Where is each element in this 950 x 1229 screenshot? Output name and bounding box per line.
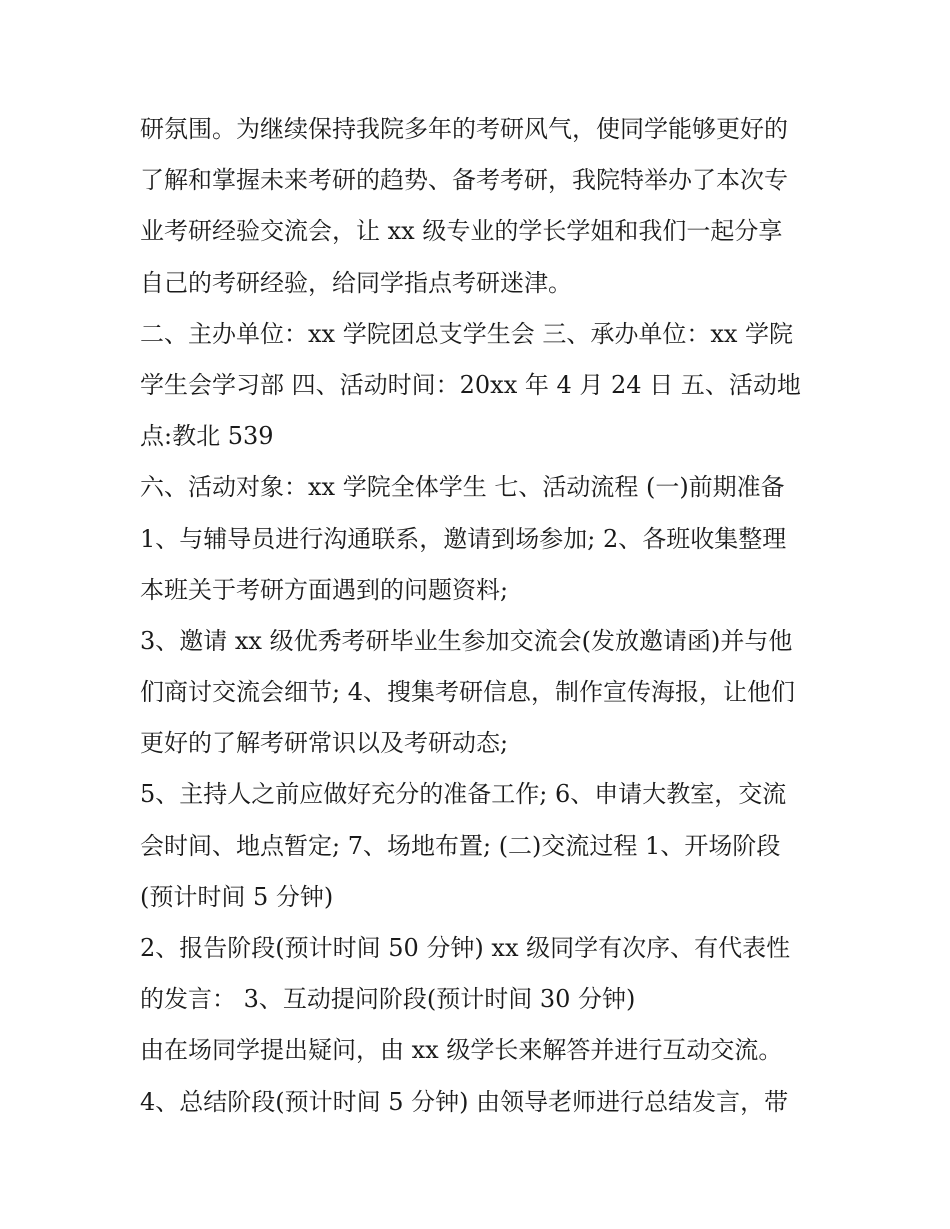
document-body bbox=[140, 104, 830, 1128]
text-line-18: 的发言： 3、互动提问阶段(预计时间 30 分钟) bbox=[140, 985, 636, 1014]
text-line-13: 更好的了解考研常识以及考研动态; bbox=[140, 729, 509, 758]
text-line-1: 研氛围。为继续保持我院多年的考研风气，使同学能够更好的 bbox=[140, 115, 788, 143]
text-line-5: 二、主办单位：xx 学院团总支学生会 三、承办单位：xx 学院 bbox=[140, 319, 794, 348]
text-line-2: 了解和掌握未来考研的趋势、备考考研，我院特举办了本次专 bbox=[140, 166, 788, 195]
text-line-16: (预计时间 5 分钟) bbox=[140, 882, 334, 911]
text-line-3: 业考研经验交流会，让 xx 级专业的学长学姐和我们一起分享 bbox=[140, 217, 783, 246]
text-line-6: 学生会学习部 四、活动时间：20xx 年 4 月 24 日 五、活动地 bbox=[140, 370, 801, 399]
text-line-9: 1、与辅导员进行沟通联系，邀请到场参加; 2、各班收集整理 bbox=[140, 524, 787, 553]
text-line-11: 3、邀请 xx 级优秀考研毕业生参加交流会(发放邀请函)并与他 bbox=[140, 626, 793, 655]
text-line-17: 2、报告阶段(预计时间 50 分钟) xx 级同学有次序、有代表性 bbox=[140, 934, 791, 962]
text-line-8: 六、活动对象：xx 学院全体学生 七、活动流程 (一)前期准备 bbox=[140, 473, 785, 502]
text-line-10: 本班关于考研方面遇到的问题资料; bbox=[140, 575, 509, 604]
text-line-19: 由在场同学提出疑问，由 xx 级学长来解答并进行互动交流。 bbox=[140, 1036, 783, 1065]
text-line-20: 4、总结阶段(预计时间 5 分钟) 由领导老师进行总结发言，带 bbox=[140, 1087, 789, 1116]
text-line-4: 自己的考研经验，给同学指点考研迷津。 bbox=[140, 268, 572, 297]
text-line-12: 们商讨交流会细节; 4、搜集考研信息，制作宣传海报，让他们 bbox=[140, 678, 795, 707]
text-line-7: 点:教北 539 bbox=[140, 422, 274, 451]
text-line-14: 5、主持人之前应做好充分的准备工作; 6、申请大教室，交流 bbox=[140, 780, 787, 809]
text-line-15: 会时间、地点暂定; 7、场地布置; (二)交流过程 1、开场阶段 bbox=[140, 831, 781, 860]
